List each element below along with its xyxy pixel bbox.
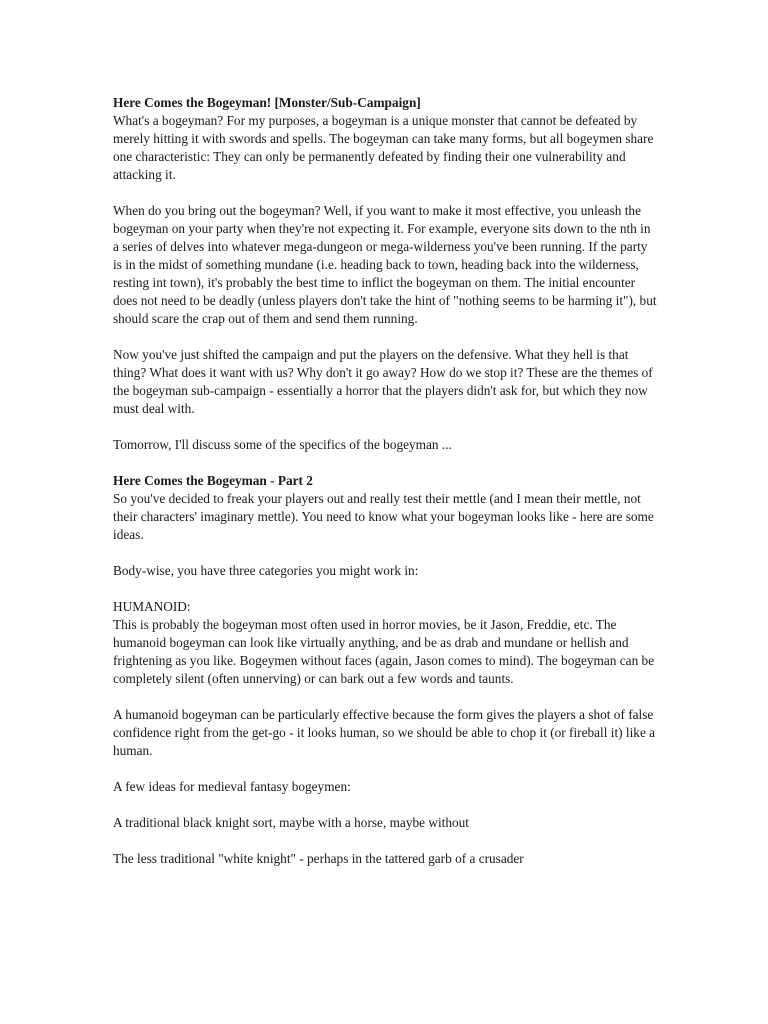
humanoid-effectiveness: A humanoid bogeyman can be particularly effective because the form gives the players a shot of false confidence right from the get-go - it looks human, so we should be able to chop it (or fireball it) like a human. [113,707,656,758]
document-page [113,94,658,886]
article-2-intro-block [113,472,658,544]
ideas-intro: A few ideas for medieval fantasy bogeymen: [113,779,351,794]
article-2-intro: So you've decided to freak your players out and really test their mettle (and I mean their mettle, not their characters' imaginary mettle). You need to know what your bogeyman looks like - here are some ideas. [113,491,654,542]
article-2-body-wise: Body-wise, you have three categories you might work in: [113,563,419,578]
article-1-paragraph-2: When do you bring out the bogeyman? Well, if you want to make it most effective, you unleash the bogeyman on your party when they're not expecting it. For example, everyone sits down to the nth in a series of delves into whatever mega-dungeon or mega-wilderness you've been running. If the party is in the midst of something mundane (i.e. heading back to town, heading back into the wilderness, resting int town), it's probably the best time to inflict the bogeyman on them. The initial encounter does not need to be deadly (unless players don't take the hint of "nothing seems to be harming it"), but should scare the crap out of them and send them running. [113,203,657,326]
article-bogeyman-part-1 [113,94,658,454]
article-1-paragraph-4: Tomorrow, I'll discuss some of the specifics of the bogeyman ... [113,437,452,452]
article-1-heading: Here Comes the Bogeyman! [Monster/Sub-Campaign] [113,95,421,110]
humanoid-block [113,598,658,688]
idea-item: The less traditional "white knight" - perhaps in the tattered garb of a crusader [113,851,524,866]
humanoid-subheading: HUMANOID: [113,599,191,614]
idea-item: A traditional black knight sort, maybe with a horse, maybe without [113,815,469,830]
article-1-paragraph-1: What's a bogeyman? For my purposes, a bogeyman is a unique monster that cannot be defeated by merely hitting it with swords and spells. The bogeyman can take many forms, but all bogeymen share one characteristic: They can only be permanently defeated by finding their one vulnerability and attacking it. [113,113,654,182]
humanoid-description: This is probably the bogeyman most often used in horror movies, be it Jason, Freddie, etc. The humanoid bogeyman can look like virtually anything, and be as drab and mundane or hellish and frightening as you like. Bogeymen without faces (again, Jason comes to mind). The bogeyman can be completely silent (often unnerving) or can bark out a few words and taunts. [113,617,655,686]
article-bogeyman-part-2 [113,472,658,868]
article-2-heading: Here Comes the Bogeyman - Part 2 [113,473,313,488]
article-1-intro-block [113,94,658,184]
article-1-paragraph-3: Now you've just shifted the campaign and put the players on the defensive. What they hell is that thing? What does it want with us? Why don't it go away? How do we stop it? These are the themes of the bogeyman sub-campaign - essentially a horror that the players didn't ask for, but which they now must deal with. [113,347,653,416]
